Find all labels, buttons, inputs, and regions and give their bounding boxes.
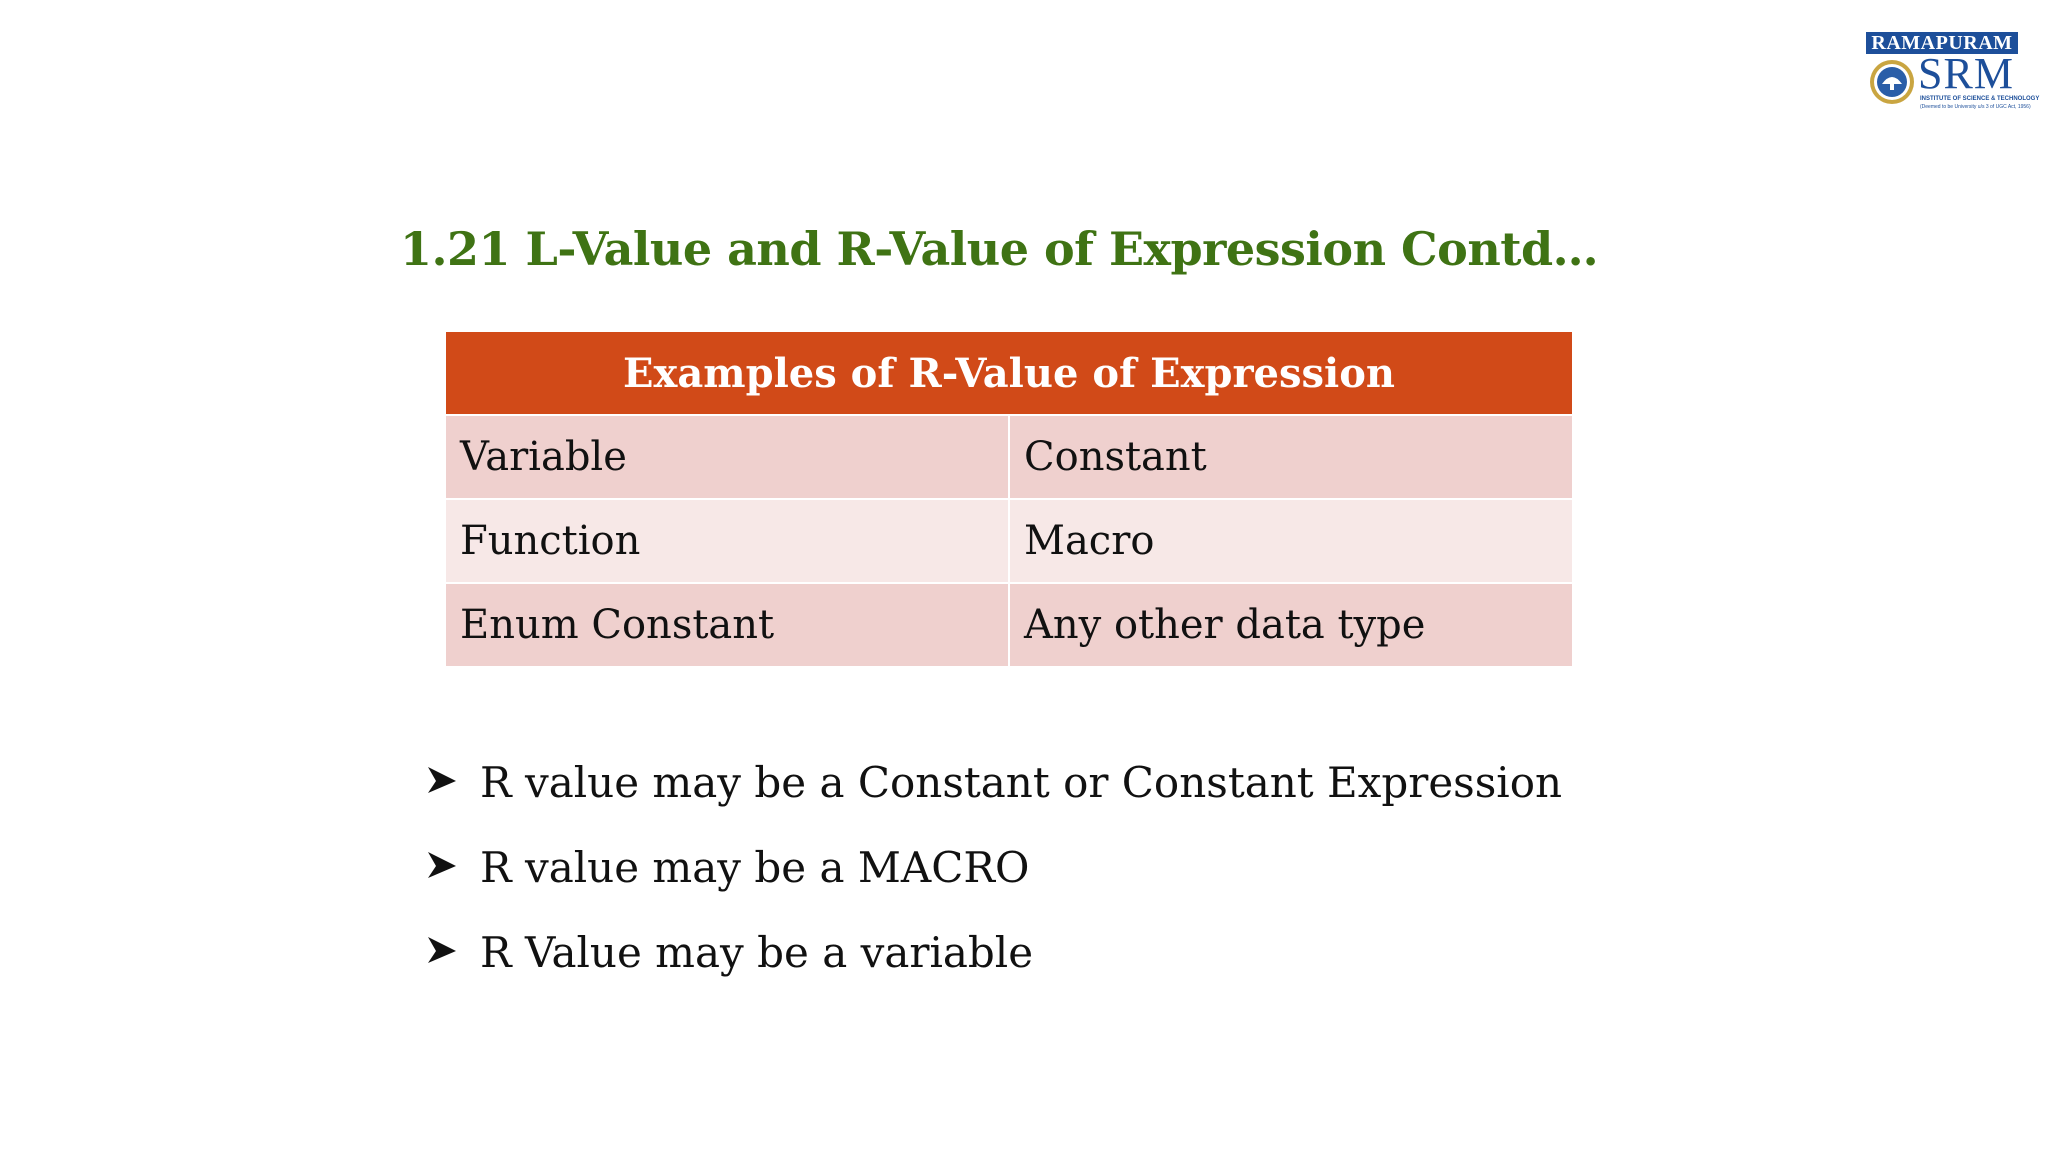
table-cell: Macro — [1009, 499, 1573, 583]
table-header: Examples of R-Value of Expression — [445, 331, 1573, 415]
table-row — [445, 499, 1573, 583]
arrow-bullet-icon — [424, 848, 480, 888]
logo-subtitle: INSTITUTE OF SCIENCE & TECHNOLOGY — [1920, 96, 2040, 102]
logo-tagline: (Deemed to be University u/s 3 of UGC Act, 1956) — [1920, 104, 2031, 110]
institution-logo — [1862, 28, 2040, 110]
table-cell: Enum Constant — [445, 583, 1009, 667]
seal-icon — [1868, 58, 1916, 106]
bullet-list — [424, 740, 1562, 995]
table-cell: Variable — [445, 415, 1009, 499]
table-cell: Function — [445, 499, 1009, 583]
r-value-table — [444, 330, 1574, 668]
list-item — [424, 910, 1562, 995]
list-item — [424, 825, 1562, 910]
table-row — [445, 583, 1573, 667]
arrow-bullet-icon — [424, 933, 480, 973]
bullet-text: R value may be a Constant or Constant Expression — [480, 758, 1563, 807]
table-cell: Constant — [1009, 415, 1573, 499]
bullet-text: R value may be a MACRO — [480, 843, 1030, 892]
bullet-text: R Value may be a variable — [480, 928, 1034, 977]
arrow-bullet-icon — [424, 763, 480, 803]
logo-srm: SRM — [1918, 49, 2014, 98]
slide-title: 1.21 L-Value and R-Value of Expression Contd… — [400, 222, 1599, 276]
table-row — [445, 415, 1573, 499]
logo-banner: RAMAPURAM — [1866, 32, 2018, 54]
table-cell: Any other data type — [1009, 583, 1573, 667]
list-item — [424, 740, 1562, 825]
